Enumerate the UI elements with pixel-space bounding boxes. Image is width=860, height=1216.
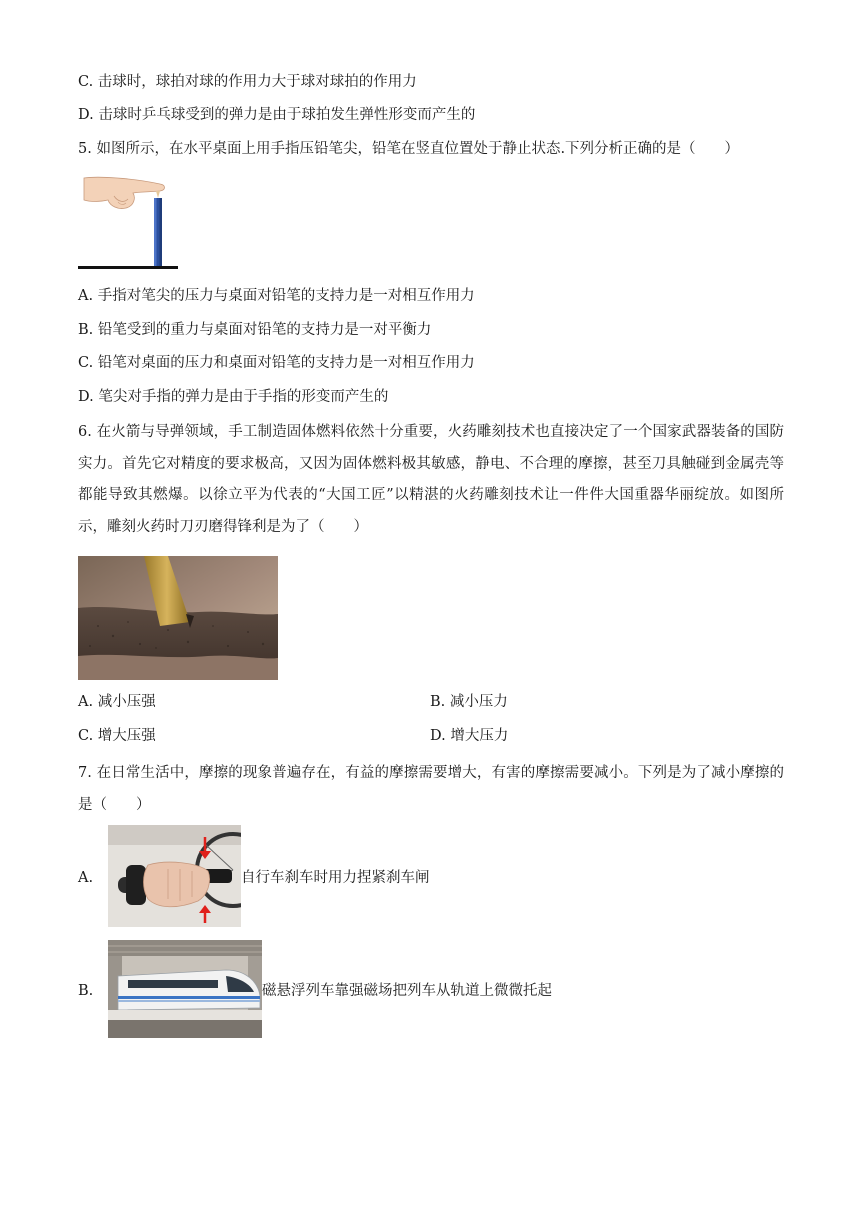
q4-option-d: D. 击球时乒乓球受到的弹力是由于球拍发生弹性形变而产生的 [78, 107, 476, 123]
q6-option-c: C. 增大压强 [78, 728, 156, 744]
q4-option-c: C. 击球时，球拍对球的作用力大于球对球拍的作用力 [78, 74, 417, 90]
propellant-carving-photo [78, 556, 278, 680]
finger-pencil-illustration [78, 172, 178, 272]
q7-stem: 7. 在日常生活中，摩擦的现象普遍存在，有益的摩擦需要增大，有害的摩擦需要减小。下列是为了减小摩擦的是（ ） [78, 765, 784, 813]
q5-option-c: C. 铅笔对桌面的压力和桌面对铅笔的支持力是一对相互作用力 [78, 355, 475, 371]
q7-option-b-image [108, 940, 262, 1038]
q5-option-d: D. 笔尖对手指的弹力是由于手指的形变而产生的 [78, 389, 389, 405]
q7-option-a-image [108, 825, 241, 927]
q7-option-b-text: 磁悬浮列车靠强磁场把列车从轨道上微微托起 [262, 983, 552, 999]
q6-stem: 6. 在火箭与导弹领域，手工制造固体燃料依然十分重要，火药雕刻技术也直接决定了一个国家武器装备的国防实力。首先它对精度的要求极高，又因为固体燃料极其敏感，静电、不合理的摩擦，甚至刀具触碰到金属壳等都能导致其燃爆。以徐立平为代表的“大国工匠”以精湛的火药雕刻技术让一件件大国重器华丽绽放。如图所示，雕刻火药时刀刃磨得锋利是为了（ ） [78, 424, 784, 535]
q5-figure-finger-pencil [78, 172, 178, 272]
q6-figure-carving [78, 556, 278, 680]
bicycle-brake-photo [108, 825, 241, 927]
q5-option-b: B. 铅笔受到的重力与桌面对铅笔的支持力是一对平衡力 [78, 322, 432, 338]
maglev-train-photo [108, 940, 262, 1038]
q5-option-a: A. 手指对笔尖的压力与桌面对铅笔的支持力是一对相互作用力 [78, 288, 475, 304]
q6-option-d: D. 增大压力 [430, 728, 509, 744]
q6-option-a: A. 减小压强 [78, 694, 156, 710]
q7-option-a-text: 自行车刹车时用力捏紧刹车闸 [241, 870, 430, 886]
q5-stem: 5. 如图所示，在水平桌面上用手指压铅笔尖，铅笔在竖直位置处于静止状态.下列分析正确的是（ ） [78, 141, 740, 157]
q7-option-a-label: A. [78, 870, 94, 886]
q6-option-b: B. 减小压力 [430, 694, 508, 710]
q7-option-b-label: B. [78, 983, 94, 999]
